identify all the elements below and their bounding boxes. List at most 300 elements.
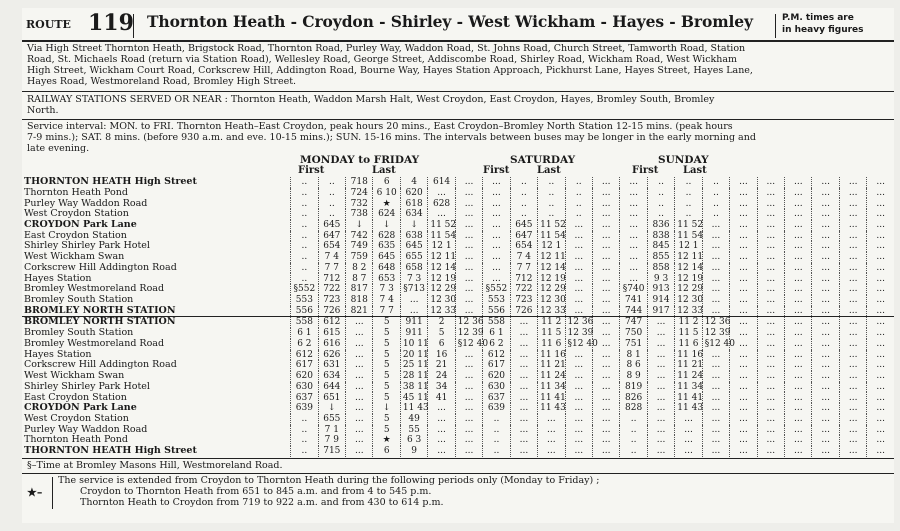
time-cell: 11 6 [538, 339, 565, 350]
time-cell: 645 [318, 220, 345, 231]
time-cell: ... [455, 231, 482, 242]
time-cell: 618 [400, 198, 427, 209]
time-cell: ... [702, 241, 729, 252]
time-cell: ... [730, 284, 757, 295]
header-divider-right [775, 14, 776, 38]
time-cell: 715 [318, 446, 345, 457]
stop-name: Hayes Station [24, 272, 92, 284]
time-cell: ... [867, 306, 894, 317]
time-cell: ... [455, 220, 482, 231]
time-cell: 741 [620, 295, 647, 306]
timetable-row [22, 371, 894, 382]
time-cell: 6 [373, 177, 400, 188]
time-cell: ... [483, 252, 510, 263]
time-cell: 10 11 [400, 339, 427, 350]
time-cell: ... [565, 371, 592, 382]
time-cell: 7 4 [510, 252, 537, 263]
time-cell: .. [675, 188, 702, 199]
time-cell: ... [510, 317, 537, 328]
time-cell: ... [812, 220, 839, 231]
time-cell: 24 [428, 371, 455, 382]
time-cell: ... [592, 328, 619, 339]
time-cell: ... [647, 350, 674, 361]
time-cell: ... [812, 371, 839, 382]
time-cell: ... [730, 306, 757, 317]
time-cell: 836 [647, 220, 674, 231]
time-cell: ... [702, 360, 729, 371]
time-cell: 12 33 [538, 306, 565, 317]
time-cell: ... [592, 403, 619, 414]
time-cell: ... [702, 392, 729, 403]
time-cell: ... [510, 371, 537, 382]
stop-name: East Croydon Station [24, 391, 127, 403]
time-cell: ... [346, 339, 373, 350]
time-cell: 12 39 [455, 328, 482, 339]
stop-name: East Croydon Station [24, 229, 127, 241]
time-cell: 12 30 [675, 295, 702, 306]
railway-line-2: North. [27, 105, 59, 116]
time-cell: 45 11 [400, 392, 427, 403]
time-cell: ... [702, 284, 729, 295]
time-cell: 723 [318, 295, 345, 306]
time-cell: ... [455, 392, 482, 403]
time-cell: ... [455, 209, 482, 220]
time-cell: 616 [318, 339, 345, 350]
time-cell: ★ [373, 198, 400, 209]
time-cell: 7 4 [318, 252, 345, 263]
time-cell: ... [812, 317, 839, 328]
stop-name: BROMLEY NORTH STATION [22, 317, 291, 328]
time-cell: ... [785, 263, 812, 274]
stop-name: Hayes Station [24, 348, 92, 360]
time-cell: .. [318, 198, 345, 209]
time-cell: ... [647, 360, 674, 371]
time-cell: 4 [400, 177, 427, 188]
time-cell: 712 [318, 273, 345, 284]
time-cell: ... [730, 263, 757, 274]
timetable-row [22, 263, 894, 274]
time-cell: 41 [428, 392, 455, 403]
time-cell: ... [757, 263, 784, 274]
time-cell: ... [757, 403, 784, 414]
time-cell: ... [839, 306, 866, 317]
time-cell: 12 11 [428, 252, 455, 263]
time-cell: 11 5 [675, 328, 702, 339]
time-cell: .. [675, 177, 702, 188]
time-cell: 614 [428, 177, 455, 188]
time-cell: 858 [647, 263, 674, 274]
time-cell: ... [565, 273, 592, 284]
time-cell: ... [867, 252, 894, 263]
stop-name: West Croydon Station [24, 412, 129, 424]
time-cell: ... [538, 446, 565, 457]
time-cell: 12 19 [428, 273, 455, 284]
time-cell: ... [455, 350, 482, 361]
time-cell: 11 41 [675, 392, 702, 403]
time-cell: 5 [373, 328, 400, 339]
time-cell: ... [455, 263, 482, 274]
time-cell: .. [675, 198, 702, 209]
time-cell: ... [812, 295, 839, 306]
time-cell: 626 [318, 350, 345, 361]
time-cell: ... [785, 435, 812, 446]
time-cell: 5 [373, 414, 400, 425]
time-cell: ... [757, 382, 784, 393]
time-cell: 556 [483, 306, 510, 317]
time-cell: 630 [483, 382, 510, 393]
time-cell: ... [565, 425, 592, 436]
time-cell: §12 40 [702, 339, 729, 350]
time-cell: 628 [428, 198, 455, 209]
time-cell: ... [839, 435, 866, 446]
time-cell: 645 [373, 252, 400, 263]
time-cell: ... [812, 209, 839, 220]
time-cell: ... [510, 350, 537, 361]
time-cell: 11 43 [675, 403, 702, 414]
time-cell: ... [510, 414, 537, 425]
stop-name: Thornton Heath Pond [24, 434, 128, 446]
time-cell: ... [785, 425, 812, 436]
time-cell: ... [867, 209, 894, 220]
time-cell: ... [510, 339, 537, 350]
time-cell: .. [538, 188, 565, 199]
time-cell: .. [538, 177, 565, 188]
time-cell: ... [620, 220, 647, 231]
time-cell: .. [291, 252, 318, 263]
time-cell: ... [592, 177, 619, 188]
time-cell: ... [592, 435, 619, 446]
time-cell: .. [318, 209, 345, 220]
time-cell: .. [647, 198, 674, 209]
time-cell: ... [812, 273, 839, 284]
time-cell: ... [839, 446, 866, 457]
time-cell: ... [867, 231, 894, 242]
time-cell: ... [647, 403, 674, 414]
time-cell: ... [757, 435, 784, 446]
time-cell: ... [785, 446, 812, 457]
time-cell: ... [812, 382, 839, 393]
time-cell: ... [839, 328, 866, 339]
time-cell: 12 14 [428, 263, 455, 274]
time-cell: ... [538, 435, 565, 446]
time-cell: ... [592, 188, 619, 199]
time-cell: ... [675, 414, 702, 425]
time-cell: 7 3 [400, 273, 427, 284]
time-cell: ... [757, 317, 784, 328]
time-cell: ... [592, 306, 619, 317]
time-cell: ... [510, 328, 537, 339]
time-cell: 624 [373, 209, 400, 220]
time-cell: 11 6 [675, 339, 702, 350]
time-cell: ... [647, 392, 674, 403]
time-cell: ... [757, 371, 784, 382]
time-cell: 617 [291, 360, 318, 371]
route-title: Thornton Heath - Croydon - Shirley - West Wickham - Hayes - Bromley [147, 12, 753, 31]
time-cell: 5 [373, 339, 400, 350]
heading-sunday: SUNDAY [658, 154, 709, 166]
time-cell: ... [730, 425, 757, 436]
time-cell: 11 5 [538, 328, 565, 339]
time-cell: 11 43 [538, 403, 565, 414]
time-cell: ... [757, 350, 784, 361]
time-cell: ... [455, 403, 482, 414]
time-cell: ... [647, 446, 674, 457]
time-cell: ... [730, 371, 757, 382]
time-cell: .. [702, 209, 729, 220]
time-cell: ... [592, 360, 619, 371]
time-cell: 742 [346, 231, 373, 242]
time-cell: ... [839, 295, 866, 306]
time-cell: 6 10 [373, 188, 400, 199]
time-cell: ... [867, 371, 894, 382]
route-label: ROUTE [26, 18, 71, 31]
time-cell: 724 [346, 188, 373, 199]
time-cell: ... [483, 209, 510, 220]
time-cell: 8 2 [346, 263, 373, 274]
time-cell: 647 [510, 231, 537, 242]
header-rule [22, 40, 894, 42]
header-note-line2: in heavy figures [782, 25, 864, 35]
time-cell: ... [647, 371, 674, 382]
heading-saturday: SATURDAY [510, 154, 576, 166]
time-cell: ... [455, 177, 482, 188]
time-cell: ... [510, 382, 537, 393]
time-cell: ... [565, 392, 592, 403]
time-cell: .. [483, 425, 510, 436]
time-cell: ... [730, 295, 757, 306]
time-cell: ... [757, 198, 784, 209]
stop-name: Thornton Heath Pond [24, 186, 128, 198]
stop-name: West Wickham Swan [24, 370, 125, 382]
time-cell: 5 [373, 350, 400, 361]
time-cell: .. [291, 188, 318, 199]
timetable-row [22, 382, 894, 393]
time-cell: ... [785, 414, 812, 425]
time-cell: 6 1 [291, 328, 318, 339]
rule-after-route [22, 91, 894, 92]
time-cell: §713 [400, 284, 427, 295]
time-cell: .. [702, 198, 729, 209]
time-cell: ... [538, 425, 565, 436]
time-cell: 49 [400, 414, 427, 425]
time-cell: ... [867, 295, 894, 306]
mf-last-label: Last [372, 165, 396, 176]
time-cell: ... [730, 328, 757, 339]
time-cell: ... [757, 209, 784, 220]
time-cell: 913 [647, 284, 674, 295]
time-cell: 553 [291, 295, 318, 306]
route-line-3: High Street, Wickham Court Road, Corkscrew Hill, Addington Road, Bourne Way, Hayes Station Approach, Pickhurst Lane, Hayes Street, Hayes Lane, [27, 65, 753, 76]
time-cell: ... [867, 188, 894, 199]
time-cell: 11 24 [538, 371, 565, 382]
time-cell: ... [565, 350, 592, 361]
time-cell: ... [428, 403, 455, 414]
time-cell: 747 [620, 317, 647, 328]
time-cell: 11 34 [538, 382, 565, 393]
time-cell: ... [730, 241, 757, 252]
timetable-row [22, 414, 894, 425]
time-cell: 21 [428, 360, 455, 371]
time-cell: ... [730, 188, 757, 199]
time-cell: ... [730, 273, 757, 284]
time-cell: ... [346, 317, 373, 328]
time-cell: 8 1 [620, 350, 647, 361]
time-cell: ... [565, 284, 592, 295]
time-cell: ... [565, 382, 592, 393]
time-cell: 655 [400, 252, 427, 263]
time-cell: ... [757, 328, 784, 339]
time-cell: 7 7 [373, 306, 400, 317]
time-cell: .. [291, 209, 318, 220]
time-cell: ... [620, 177, 647, 188]
stop-name: West Croydon Station [24, 208, 129, 220]
time-cell: ... [785, 198, 812, 209]
stop-name: West Wickham Swan [24, 251, 125, 263]
time-cell: 11 16 [675, 350, 702, 361]
time-cell: 911 [400, 328, 427, 339]
time-cell: ... [592, 231, 619, 242]
time-cell: 12 29 [538, 284, 565, 295]
time-cell: ... [785, 382, 812, 393]
time-cell: ... [730, 350, 757, 361]
time-cell: ... [510, 425, 537, 436]
time-cell: ... [702, 350, 729, 361]
time-cell: ... [592, 317, 619, 328]
time-cell: 11 21 [675, 360, 702, 371]
time-cell: 5 [373, 392, 400, 403]
time-cell: ... [455, 360, 482, 371]
time-cell: ... [620, 241, 647, 252]
time-cell: .. [291, 231, 318, 242]
time-cell: §740 [620, 284, 647, 295]
time-cell: ... [510, 403, 537, 414]
time-cell: ... [455, 371, 482, 382]
time-cell: ... [757, 284, 784, 295]
time-cell: 838 [647, 231, 674, 242]
time-cell: ... [592, 339, 619, 350]
time-cell: 20 11 [400, 350, 427, 361]
time-cell: ... [565, 231, 592, 242]
stop-name: Corkscrew Hill Addington Road [24, 261, 177, 273]
time-cell: 556 [291, 306, 318, 317]
timetable-row [22, 446, 894, 457]
time-cell: ... [867, 392, 894, 403]
stop-name: BROMLEY NORTH STATION [24, 304, 176, 316]
time-cell: ... [510, 446, 537, 457]
time-cell: ... [620, 273, 647, 284]
time-cell: ... [785, 328, 812, 339]
time-cell: ... [346, 360, 373, 371]
time-cell: 634 [318, 371, 345, 382]
time-cell: ... [702, 371, 729, 382]
time-cell: ... [839, 371, 866, 382]
time-cell: ... [675, 435, 702, 446]
time-cell: ... [346, 414, 373, 425]
time-cell: ... [730, 414, 757, 425]
time-cell: 8 9 [620, 371, 647, 382]
time-cell: ... [867, 360, 894, 371]
time-cell: ... [785, 317, 812, 328]
time-cell: 11 54 [428, 231, 455, 242]
timetable-row [22, 403, 894, 414]
time-cell: ... [455, 425, 482, 436]
timetable-row [22, 317, 894, 328]
time-cell: ... [483, 177, 510, 188]
time-cell: ... [839, 198, 866, 209]
time-cell: ... [867, 425, 894, 436]
time-cell: ... [757, 392, 784, 403]
time-cell: 7 7 [318, 263, 345, 274]
time-cell: ↓ [373, 403, 400, 414]
time-cell: 11 43 [400, 403, 427, 414]
time-cell: 818 [346, 295, 373, 306]
time-cell: 635 [373, 241, 400, 252]
time-cell: ... [839, 339, 866, 350]
time-cell: ... [455, 446, 482, 457]
stop-name: Shirley Shirley Park Hotel [24, 240, 150, 252]
time-cell: ... [702, 306, 729, 317]
time-cell: ... [565, 403, 592, 414]
time-cell: 34 [428, 382, 455, 393]
time-cell: ... [565, 306, 592, 317]
time-cell: ... [483, 273, 510, 284]
time-cell: 645 [510, 220, 537, 231]
time-cell: ... [483, 241, 510, 252]
time-cell: 620 [291, 371, 318, 382]
time-cell: 751 [620, 339, 647, 350]
time-cell: ... [785, 252, 812, 263]
time-cell: ... [455, 382, 482, 393]
time-cell: ... [565, 295, 592, 306]
time-cell: ... [812, 241, 839, 252]
time-cell: .. [565, 188, 592, 199]
time-cell: ... [428, 435, 455, 446]
time-cell: 620 [483, 371, 510, 382]
time-cell: .. [620, 435, 647, 446]
time-cell: ... [730, 360, 757, 371]
time-cell: 558 [483, 317, 510, 328]
time-cell: 639 [483, 403, 510, 414]
stop-name: Shirley Shirley Park Hotel [24, 380, 150, 392]
timetable-row [22, 425, 894, 436]
time-cell: 6 3 [400, 435, 427, 446]
time-cell: .. [483, 446, 510, 457]
time-cell: ... [785, 360, 812, 371]
time-cell: 744 [620, 306, 647, 317]
star-note-line2: Croydon to Thornton Heath from 651 to 845 a.m. and from 4 to 545 p.m. [80, 486, 432, 497]
time-cell: ... [812, 403, 839, 414]
time-cell: ... [702, 220, 729, 231]
time-cell: ... [785, 231, 812, 242]
time-cell: ... [565, 446, 592, 457]
time-cell: 726 [318, 306, 345, 317]
time-cell: 12 1 [538, 241, 565, 252]
time-cell: 634 [400, 209, 427, 220]
time-cell: 12 11 [538, 252, 565, 263]
time-cell: 12 14 [675, 263, 702, 274]
stop-name: THORNTON HEATH High Street [24, 176, 197, 188]
time-cell: 817 [346, 284, 373, 295]
time-cell: 917 [647, 306, 674, 317]
sat-first-label: First [483, 165, 510, 176]
footnote: §–Time at Bromley Masons Hill, Westmoreland Road. [27, 460, 283, 471]
time-cell: .. [510, 198, 537, 209]
mf-first-label: First [298, 165, 325, 176]
time-cell: ... [592, 371, 619, 382]
time-cell: ... [455, 284, 482, 295]
time-cell: 617 [483, 360, 510, 371]
timetable [22, 177, 894, 457]
